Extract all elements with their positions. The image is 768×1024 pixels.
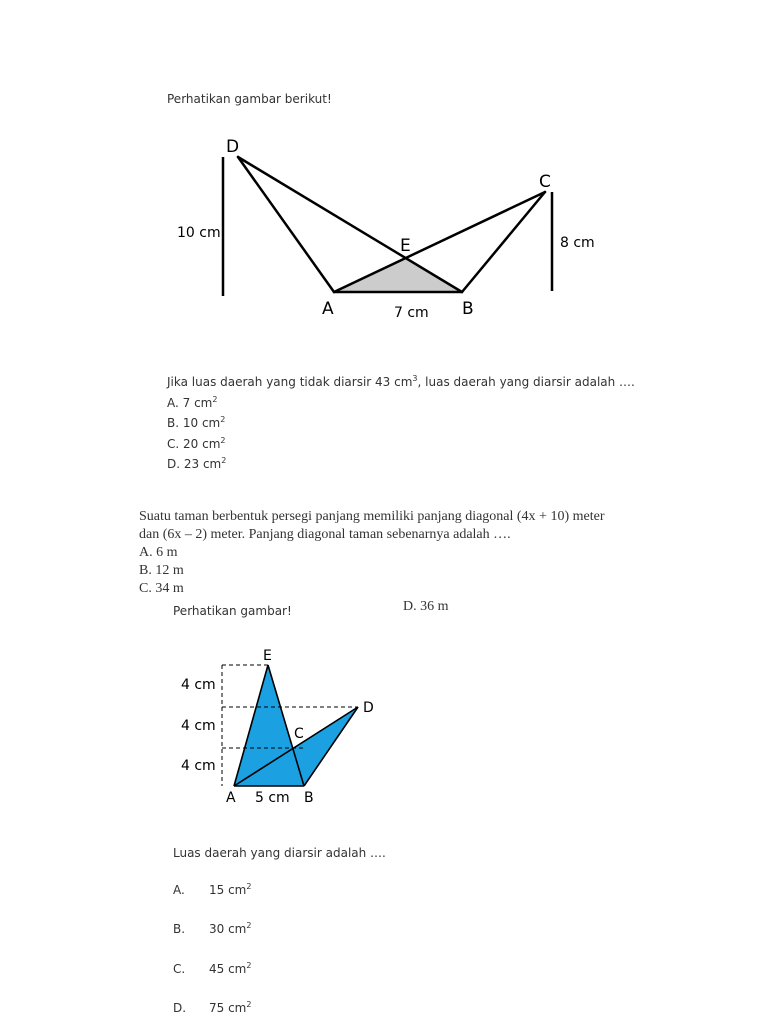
q1-question <box>167 372 635 475</box>
q3-label-c: C <box>294 726 304 742</box>
q1-segment-db <box>238 157 462 292</box>
q1-option: D. 23 $cm^2$ <box>167 456 227 471</box>
q1-question-post: , luas daerah yang diarsir adalah …. <box>417 375 635 389</box>
q2-question-line: Suatu taman berbentuk persegi panjang memiliki panjang diagonal (4x + 10) meter <box>139 509 605 524</box>
q3-label-a: A <box>226 790 236 806</box>
q3-figure <box>0 630 768 820</box>
q3-dim-left: 4 cm <box>181 718 216 734</box>
q1-intro: Perhatikan gambar berikut! <box>167 92 332 106</box>
q2-option: A. 6 m <box>139 545 178 560</box>
q1-dim-base: 7 cm <box>394 305 429 321</box>
q2-option: C. 34 m <box>139 581 184 596</box>
q3-label-d: D <box>363 700 374 716</box>
q3-option: D. 75 $cm^2$ <box>173 1000 252 1015</box>
q1-label-a: A <box>322 299 334 319</box>
q3-label-e: E <box>263 648 272 664</box>
q3-question: Luas daerah yang diarsir adalah …. <box>173 846 386 860</box>
q1-dim-left: 10 cm <box>177 225 221 241</box>
q2-option: B. 12 m <box>139 563 184 578</box>
q1-label-b: B <box>462 299 474 319</box>
q2-option: D. 36 m <box>403 599 449 614</box>
q1-segment-cb <box>462 192 545 292</box>
q3-dim-left: 4 cm <box>181 677 216 693</box>
q1-shaded-triangle <box>334 258 462 292</box>
q3-label-b: B <box>304 790 314 806</box>
q3-option: B. 30 $cm^2$ <box>173 921 252 936</box>
q3-intro: Perhatikan gambar! <box>173 604 292 618</box>
q1-label-e: E <box>400 236 411 256</box>
q1-option: C. 20 $cm^2$ <box>167 435 226 451</box>
q3-option: C. 45 $cm^2$ <box>173 961 252 976</box>
q1-label-d: D <box>226 137 240 157</box>
q1-option: A. 7 $cm^2$ <box>167 394 218 410</box>
q2-block <box>139 508 605 598</box>
q1-option: B. 10 $cm^2$ <box>167 415 226 430</box>
q1-figure <box>0 0 768 330</box>
q1-question-sup: 3 <box>412 374 418 383</box>
q2-question-line: dan (6x – 2) meter. Panjang diagonal taman sebenarnya adalah …. <box>139 527 511 542</box>
q3-option: A. 15 $cm^2$ <box>173 882 252 897</box>
q1-segment-da <box>238 157 334 292</box>
q1-label-c: C <box>539 172 551 192</box>
q3-dim-left: 4 cm <box>181 758 216 774</box>
q3-dim-base: 5 cm <box>255 790 290 806</box>
q1-question-pre: Jika luas daerah yang tidak diarsir 43 cm <box>167 375 413 389</box>
q1-dim-right: 8 cm <box>560 235 595 251</box>
